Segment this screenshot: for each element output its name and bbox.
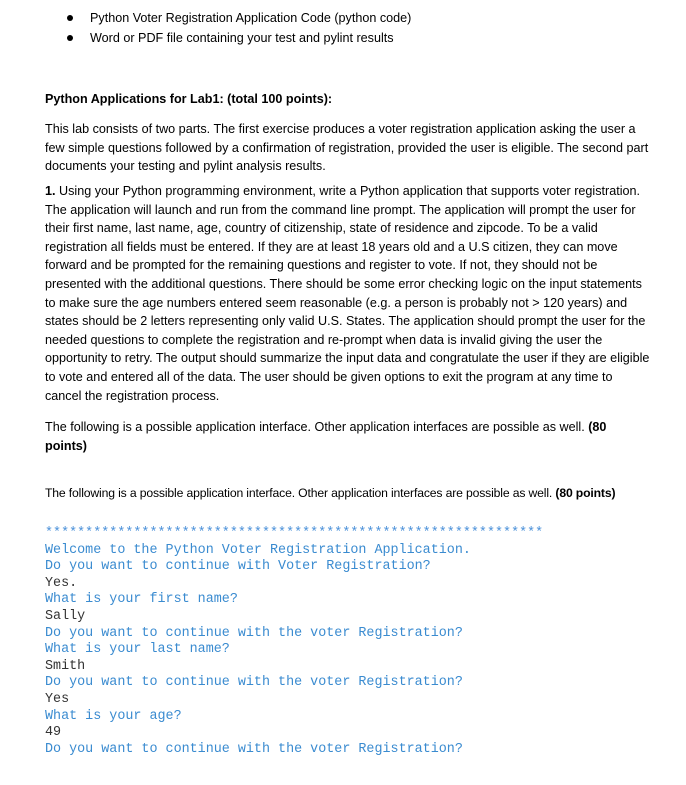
deliverables-list: [64, 8, 411, 48]
console-prompt-line: Do you want to continue with the voter Registration?: [45, 741, 463, 757]
step-1-paragraph: [45, 182, 651, 405]
interface-note-text: The following is a possible application interface. Other application interfaces are possible as well.: [45, 420, 589, 434]
step-1-text: Using your Python programming environment, write a Python application that supports voter registration. The application will launch and run from the command line prompt. The application will prompt the user for their first name, last name, age, country of citizenship, state of residence and zipcode. To be a valid registration all fields must be entered. If they are at least 18 years old and a U.S citizen, they can move forward and be prompted for the remaining questions and register to vote. If not, they should not be presented with the additional questions. There should be some error checking logic on the input statements to make sure the age numbers entered seem reasonable (e.g. a person is probably not > 120 years) and states should be 2 letters representing only valid U.S. States. The application should prompt the user for the needed questions to complete the registration and re-prompt when data is invalid giving the user the opportunity to retry. The output should summarize the input data and congratulate the user if they are eligible to vote and entered all of the data. The user should be given options to exit the program at any time to cancel the registration process.: [45, 184, 650, 403]
deliverable-code-text: Python Voter Registration Application Code (python code): [90, 11, 412, 25]
console-prompt-line: What is your last name?: [45, 642, 230, 658]
console-user-input: Yes.: [45, 575, 78, 591]
console-prompt-line: What is your age?: [45, 708, 182, 724]
interface-note-points: (80 points): [45, 420, 607, 453]
section-heading: Python Applications for Lab1: (total 100 points):: [45, 92, 333, 106]
bullet-icon: [67, 35, 73, 41]
bullet-icon: [67, 15, 73, 21]
list-item: [64, 28, 411, 48]
deliverable-report-text: Word or PDF file containing your test and pylint results: [90, 31, 394, 45]
screenshot-caption: [45, 484, 645, 502]
step-number: 1.: [45, 184, 56, 198]
console-user-input: Smith: [45, 658, 86, 674]
console-user-input: Sally: [45, 608, 86, 624]
console-prompt-line: What is your first name?: [45, 592, 238, 608]
screenshot-caption-text: The following is a possible application interface. Other application interfaces are possible as well.: [45, 486, 556, 500]
console-prompt-line: Welcome to the Python Voter Registration Application.: [45, 542, 471, 558]
console-prompt-line: Do you want to continue with the voter Registration?: [45, 625, 463, 641]
console-user-input: Yes: [45, 691, 70, 707]
interface-note-paragraph: [45, 418, 651, 455]
screenshot-caption-points: (80 points): [555, 486, 616, 500]
console-prompt-line: Do you want to continue with Voter Registration?: [45, 559, 431, 575]
console-transcript: [45, 526, 645, 758]
console-prompt-line: Do you want to continue with the voter Registration?: [45, 675, 463, 691]
list-item: [64, 8, 411, 28]
console-lines: [45, 543, 645, 759]
intro-paragraph: This lab consists of two parts. The first exercise produces a voter registration application asking the user a few simple questions followed by a confirmation of registration, provided the user is eligible. The second part documents your testing and pylint analysis results.: [45, 122, 649, 174]
console-user-input: 49: [45, 725, 62, 741]
console-separator: **************************************************************: [45, 526, 544, 541]
